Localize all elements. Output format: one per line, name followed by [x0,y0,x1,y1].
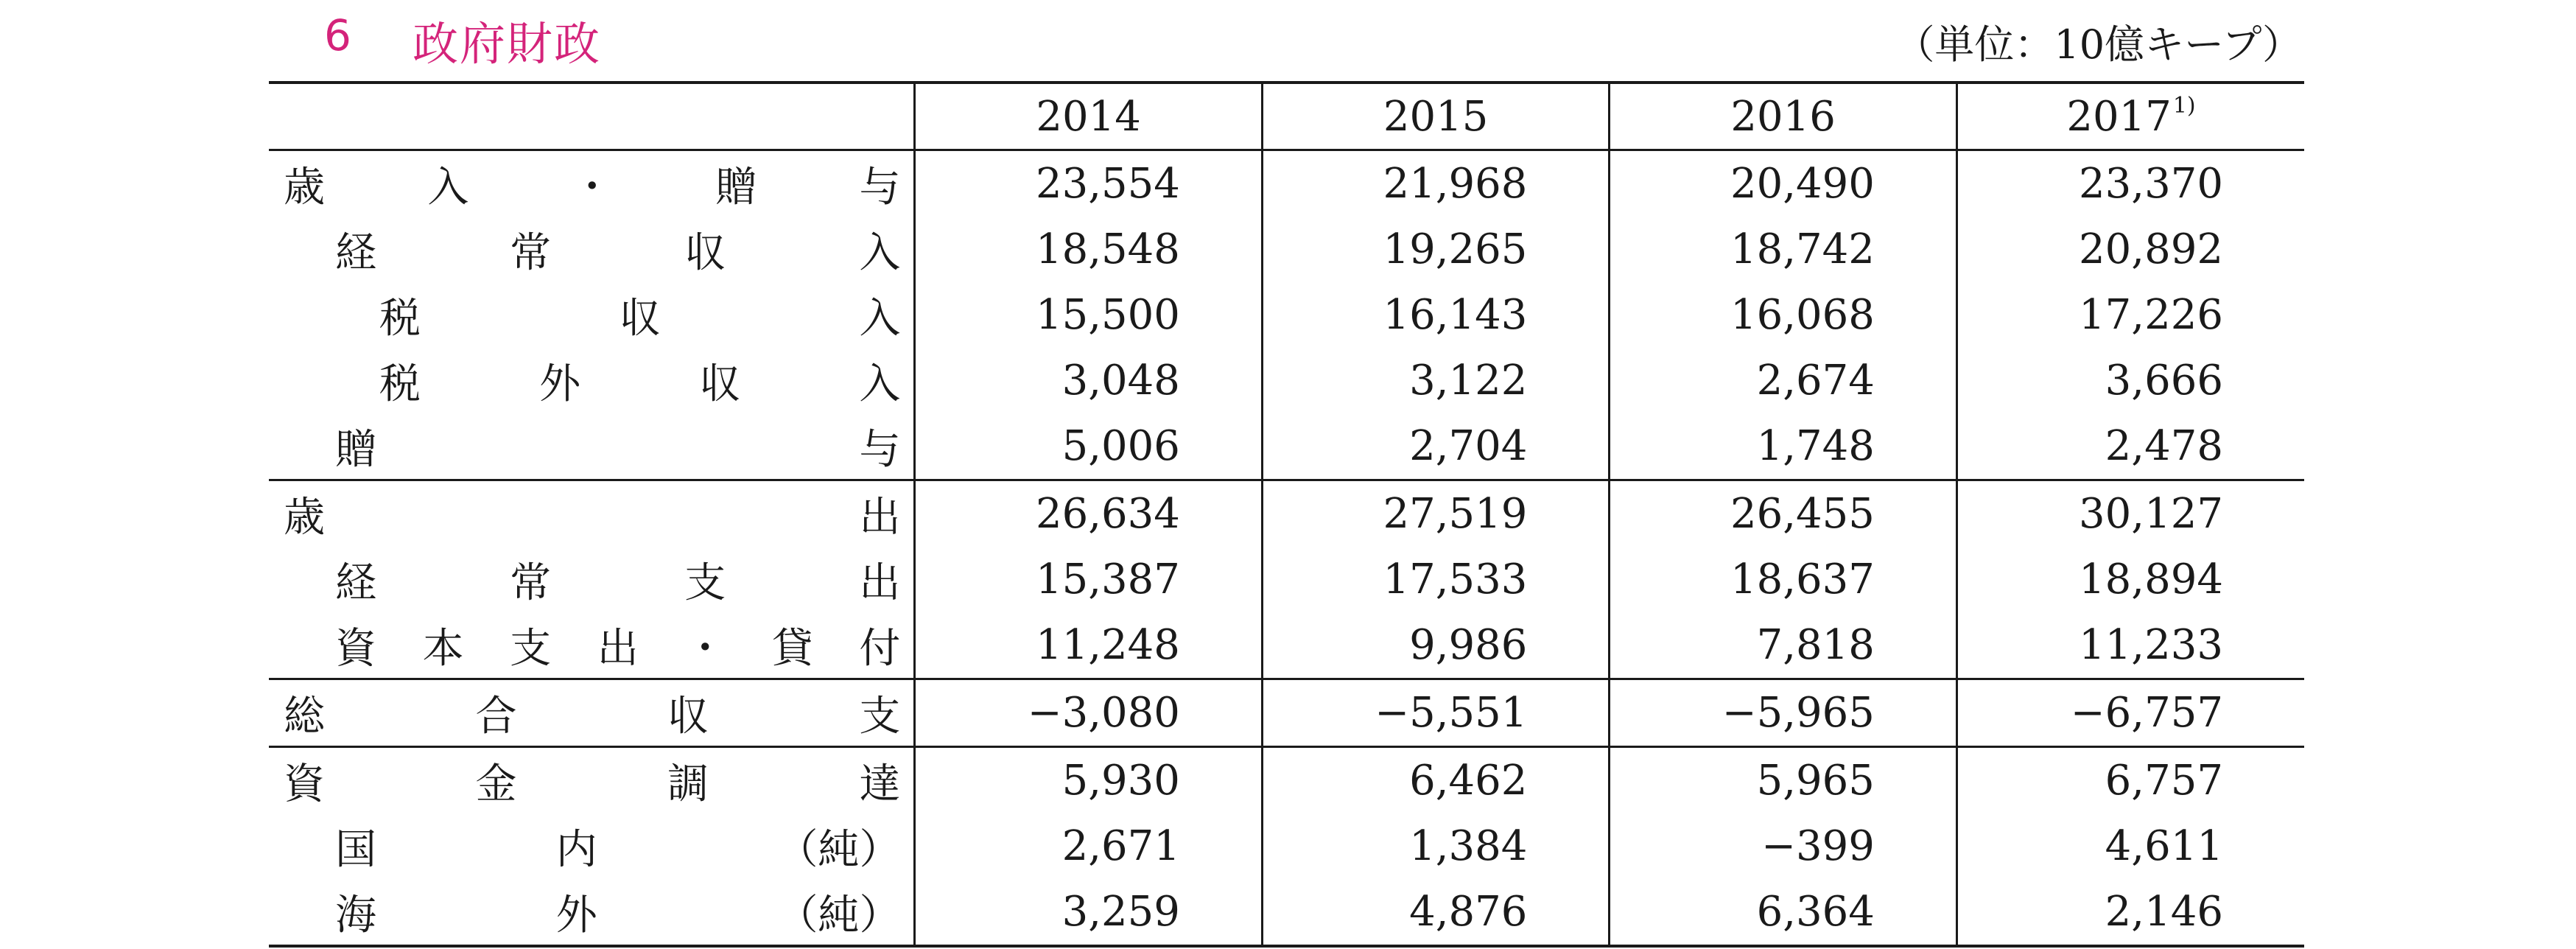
row-label-char: ・ [571,163,613,211]
value-cell: 5,006 [915,413,1263,480]
table-row [269,547,2304,612]
row-label-char: 出 [597,624,639,673]
table-row [269,217,2304,282]
row-label-char: （純） [776,891,901,939]
table-row [269,348,2304,413]
row-label-char: 与 [859,425,901,474]
row-label-char: 貸 [771,624,813,673]
row-label-char: 収 [667,692,709,740]
section-number: 6 [324,10,351,60]
row-label-char: 合 [475,692,517,740]
value-cell: 6,364 [1610,879,1957,946]
table-row [269,747,2304,814]
table-header-row [269,83,2304,150]
value-cell: 3,666 [1956,348,2304,413]
row-label-char: 経 [335,228,376,277]
value-cell: 11,233 [1956,612,2304,679]
table-row [269,612,2304,679]
table-row [269,813,2304,879]
value-cell: 26,455 [1610,480,1957,547]
value-cell: 18,742 [1610,217,1957,282]
row-label-char: 税 [379,360,421,408]
year-footnote-mark: 1) [2172,92,2196,119]
row-label-cell [269,747,915,814]
row-label-char: 資 [284,760,325,808]
value-cell: 23,370 [1956,150,2304,217]
row-label [269,550,913,609]
year-label: 2017 [2066,92,2172,141]
year-header-2017 [1956,83,2304,150]
row-label-char: 税 [379,294,421,343]
table-row [269,150,2304,217]
table-row [269,879,2304,946]
value-cell: 4,876 [1262,879,1610,946]
row-label-char: 調 [667,760,709,808]
row-label-char: 外 [539,360,581,408]
row-label-char: 海 [335,891,376,939]
value-cell: −3,080 [915,679,1263,747]
value-cell: 2,704 [1262,413,1610,480]
table-row [269,679,2304,747]
value-cell: 20,892 [1956,217,2304,282]
row-label-char: 収 [619,294,661,343]
value-cell: −399 [1610,813,1957,879]
row-label-cell [269,612,915,679]
row-label-char: 国 [335,825,376,874]
row-label [269,220,913,279]
row-label [269,286,913,345]
row-label-char: 収 [699,360,741,408]
value-cell: 15,500 [915,282,1263,348]
row-label-cell [269,348,915,413]
row-label-char: 歳 [284,163,325,211]
row-label-cell [269,679,915,747]
value-cell: 2,674 [1610,348,1957,413]
value-cell: 21,968 [1262,150,1610,217]
row-label [269,351,913,410]
row-label-char: 贈 [715,163,757,211]
row-label [269,485,913,544]
row-label-cell [269,879,915,946]
value-cell: 2,478 [1956,413,2304,480]
value-cell: 17,226 [1956,282,2304,348]
value-cell: 2,671 [915,813,1263,879]
row-label-char: 支 [684,558,726,607]
value-cell: 16,143 [1262,282,1610,348]
row-label-char: 出 [859,493,901,542]
row-label-char: 常 [510,558,552,607]
unit-note: （単位：10億キープ） [1895,21,2302,68]
row-label-char: ・ [684,624,726,673]
table-row [269,480,2304,547]
row-label-char: 支 [510,624,552,673]
value-cell: 3,048 [915,348,1263,413]
row-label-char: 入 [427,163,469,211]
value-cell: 9,986 [1262,612,1610,679]
row-label-char: 入 [859,228,901,277]
value-cell: 15,387 [915,547,1263,612]
row-label-char: 入 [859,294,901,343]
row-label-char: 本 [422,624,464,673]
row-label-char: 内 [555,825,597,874]
value-cell: 26,634 [915,480,1263,547]
row-label [269,817,913,876]
row-label-char: 外 [555,891,597,939]
table-row [269,413,2304,480]
value-cell: −5,965 [1610,679,1957,747]
section-title: 政府財政 [413,17,602,71]
row-label-char: （純） [776,825,901,874]
row-label-char: 達 [859,760,901,808]
year-header: 2015 [1262,83,1610,150]
value-cell: 4,611 [1956,813,2304,879]
row-label-char: 常 [510,228,552,277]
value-cell: 16,068 [1610,282,1957,348]
row-label-cell [269,480,915,547]
row-label [269,616,913,675]
row-label-char: 与 [859,163,901,211]
row-label-char: 経 [335,558,376,607]
row-label-cell [269,217,915,282]
row-label [269,417,913,476]
year-header: 2016 [1610,83,1957,150]
value-cell: 11,248 [915,612,1263,679]
row-label [269,883,913,942]
row-label-char: 支 [859,692,901,740]
value-cell: 7,818 [1610,612,1957,679]
value-cell: 17,533 [1262,547,1610,612]
value-cell: 18,894 [1956,547,2304,612]
row-label-char: 付 [859,624,901,673]
row-label-char: 総 [284,692,325,740]
value-cell: 3,122 [1262,348,1610,413]
row-label [269,752,913,810]
value-cell: 20,490 [1610,150,1957,217]
row-label-cell [269,413,915,480]
value-cell: 5,930 [915,747,1263,814]
row-label-cell [269,813,915,879]
value-cell: 18,548 [915,217,1263,282]
value-cell: 2,146 [1956,879,2304,946]
row-label-char: 入 [859,360,901,408]
value-cell: 5,965 [1610,747,1957,814]
value-cell: 30,127 [1956,480,2304,547]
value-cell: −6,757 [1956,679,2304,747]
value-cell: 19,265 [1262,217,1610,282]
row-label-char: 歳 [284,493,325,542]
value-cell: 18,637 [1610,547,1957,612]
value-cell: −5,551 [1262,679,1610,747]
row-label [269,684,913,743]
value-cell: 3,259 [915,879,1263,946]
row-label-cell [269,547,915,612]
value-cell: 23,554 [915,150,1263,217]
value-cell: 6,757 [1956,747,2304,814]
row-label-cell [269,282,915,348]
finance-table [269,81,2304,948]
row-label-char: 金 [475,760,517,808]
row-label [269,155,913,214]
section-header [0,0,2576,74]
row-label-char: 資 [335,624,376,673]
row-label-char: 贈 [335,425,376,474]
year-header: 2014 [915,83,1263,150]
row-label-char: 出 [859,558,901,607]
value-cell: 1,384 [1262,813,1610,879]
value-cell: 27,519 [1262,480,1610,547]
row-label-char: 収 [684,228,726,277]
table-row [269,282,2304,348]
row-label-cell [269,150,915,217]
value-cell: 6,462 [1262,747,1610,814]
header-blank-cell [269,83,915,150]
value-cell: 1,748 [1610,413,1957,480]
